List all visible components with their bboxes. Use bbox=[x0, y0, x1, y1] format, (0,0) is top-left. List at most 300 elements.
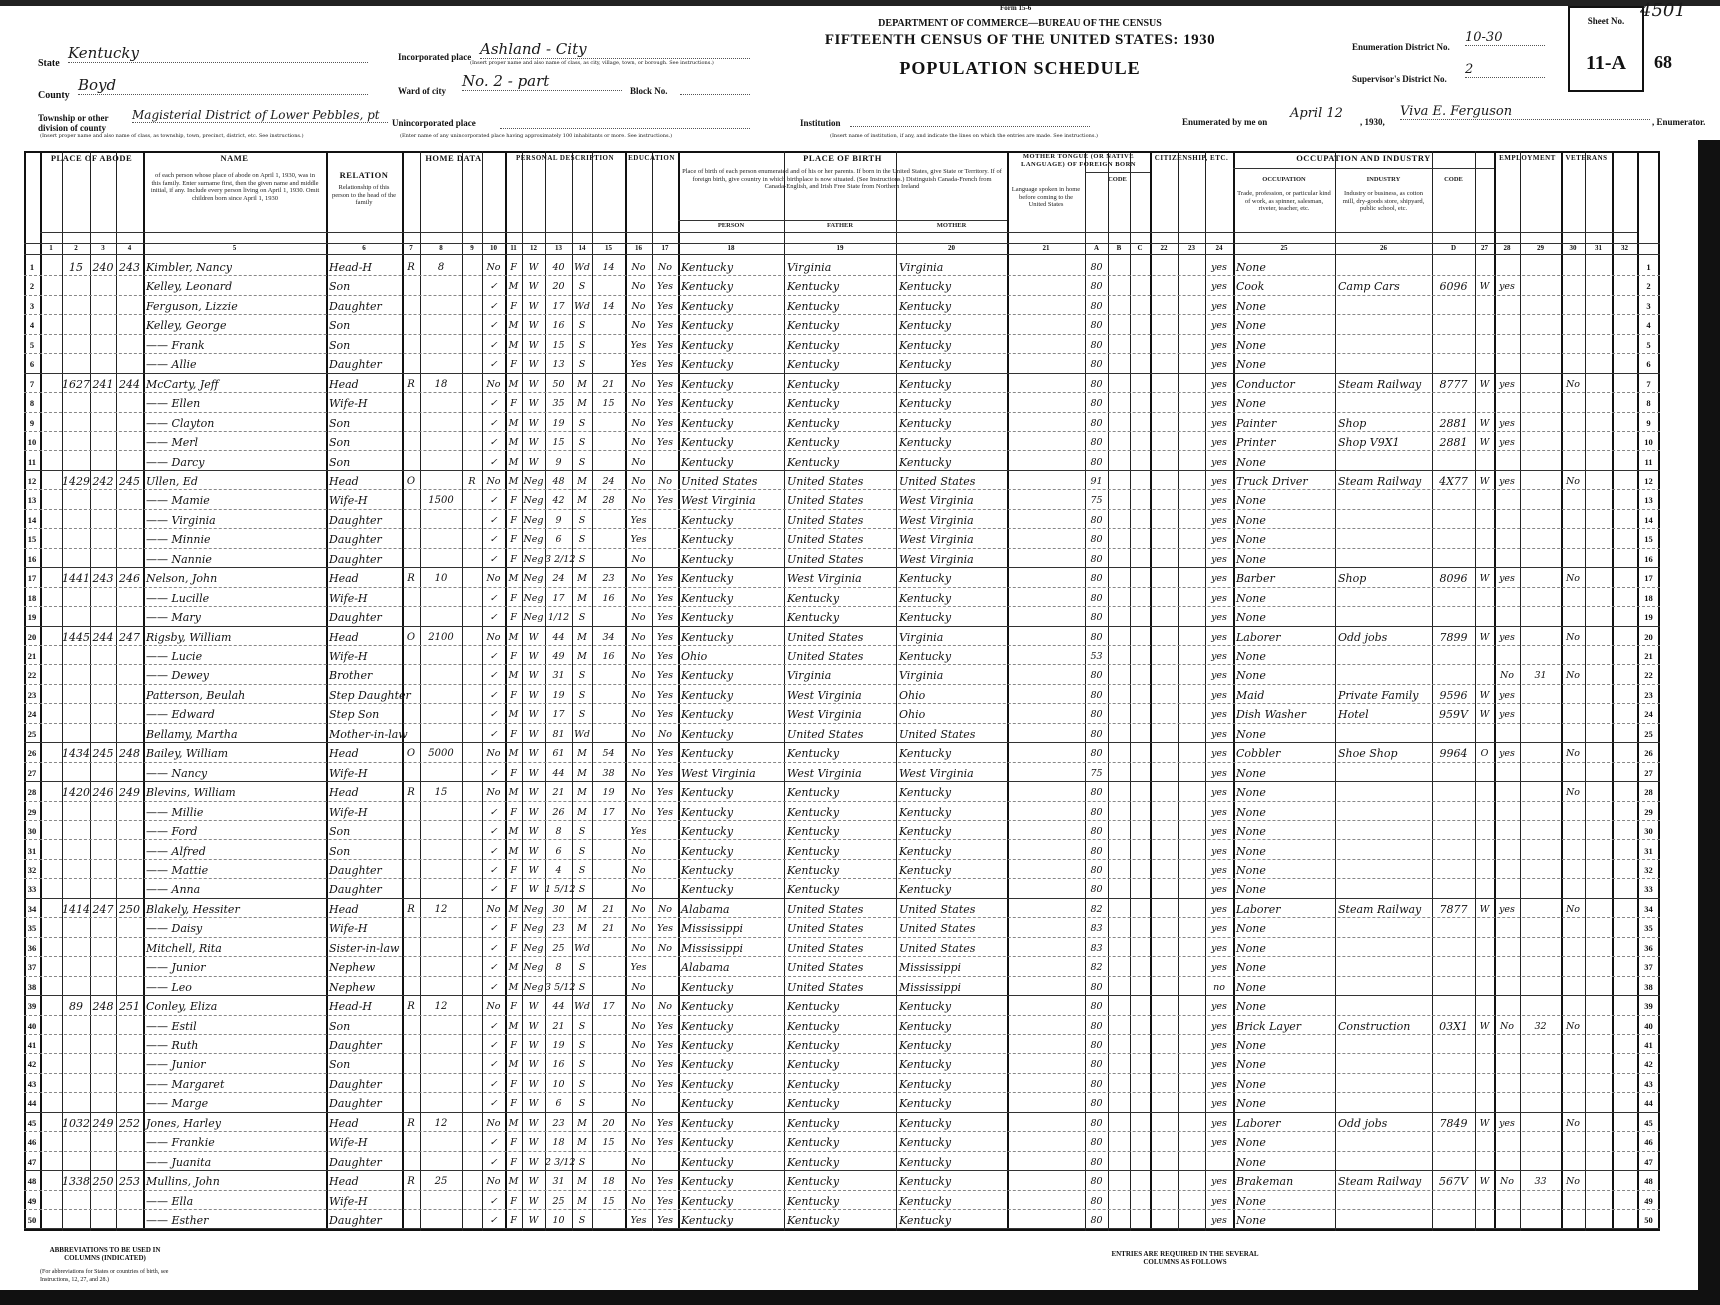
department-heading: DEPARTMENT OF COMMERCE—BUREAU OF THE CENSUS bbox=[878, 18, 1162, 29]
cell-race: W bbox=[528, 767, 539, 779]
cell-line: 40 bbox=[1644, 1020, 1653, 1031]
cell-bp: Kentucky bbox=[681, 980, 734, 994]
cell-vet: No bbox=[1565, 1117, 1581, 1129]
cell-f: 248 bbox=[119, 747, 140, 761]
cell-age: 4 bbox=[555, 864, 562, 876]
cell-line: 17 bbox=[27, 573, 37, 584]
cell-ca: 80 bbox=[1090, 514, 1103, 526]
state-value: Kentucky bbox=[68, 44, 368, 63]
cell-line: 2 bbox=[29, 281, 35, 292]
cell-bm: Kentucky bbox=[899, 358, 952, 372]
cell-bf: Kentucky bbox=[787, 591, 840, 605]
cell-name: —— Virginia bbox=[146, 513, 216, 527]
cell-lit: Yes bbox=[657, 1059, 673, 1071]
cell-d: 242 bbox=[92, 474, 114, 488]
cell-name: Kimbler, Nancy bbox=[146, 261, 232, 274]
cell-line: 5 bbox=[29, 339, 35, 350]
cell-ca: 80 bbox=[1090, 437, 1103, 449]
cell-name: Conley, Eliza bbox=[146, 1000, 218, 1014]
cell-val: 5000 bbox=[428, 748, 454, 760]
cell-bf: United States bbox=[787, 961, 864, 975]
column-number: B bbox=[1116, 244, 1122, 252]
cell-mar: S bbox=[578, 845, 586, 857]
cell-bf: Kentucky bbox=[787, 436, 840, 450]
header-rule bbox=[678, 220, 1007, 221]
cell-eng: yes bbox=[1211, 689, 1227, 701]
cell-occ: None bbox=[1236, 1039, 1266, 1052]
cell-bm: Kentucky bbox=[899, 1097, 952, 1111]
cell-race: W bbox=[528, 1040, 539, 1051]
cell-rel: Daughter bbox=[329, 611, 382, 625]
cell-line: 18 bbox=[27, 592, 37, 603]
cell-bp: Kentucky bbox=[681, 436, 734, 450]
cell-bf: United States bbox=[787, 494, 864, 508]
cell-bm: Kentucky bbox=[899, 1155, 952, 1169]
cell-lit: Yes bbox=[657, 1137, 673, 1149]
cell-name: Mullins, John bbox=[146, 1175, 220, 1189]
cell-name: Bellamy, Martha bbox=[146, 727, 238, 741]
cell-line: 3 bbox=[1646, 300, 1651, 311]
cell-rel: Son bbox=[329, 416, 351, 430]
cell-farm: ✓ bbox=[489, 300, 498, 312]
cell-code: 567V bbox=[1439, 1175, 1468, 1189]
cell-race: W bbox=[528, 826, 539, 838]
cell-code: 8777 bbox=[1439, 377, 1468, 391]
cell-bp: Kentucky bbox=[681, 455, 734, 469]
cell-line: 4 bbox=[1646, 320, 1651, 331]
cell-bp: Kentucky bbox=[681, 1039, 734, 1052]
cell-bm: West Virginia bbox=[899, 552, 974, 566]
cell-occ: None bbox=[1236, 786, 1266, 800]
column-number: 25 bbox=[1280, 244, 1288, 252]
cell-bp: Kentucky bbox=[681, 863, 734, 877]
cell-occ: Printer bbox=[1236, 436, 1276, 450]
cell-ten: R bbox=[407, 378, 415, 390]
cell-eng: yes bbox=[1211, 1078, 1227, 1090]
cell-rel: Head bbox=[329, 1175, 359, 1189]
cell-sch: No bbox=[631, 845, 646, 857]
occupation-header: OCCUPATION bbox=[1262, 176, 1306, 183]
cell-race: W bbox=[528, 787, 539, 799]
header-rule bbox=[24, 243, 1660, 244]
cell-ca: 53 bbox=[1090, 651, 1103, 662]
cell-bm: Kentucky bbox=[899, 883, 952, 897]
cell-cls: W bbox=[1479, 903, 1490, 915]
cell-sch: No bbox=[631, 1195, 646, 1207]
cell-line: 26 bbox=[1644, 748, 1653, 759]
cell-bm: Kentucky bbox=[899, 1039, 952, 1052]
cell-bp: Kentucky bbox=[681, 883, 734, 897]
cell-age: 10 bbox=[552, 1078, 565, 1090]
table-row bbox=[0, 490, 1720, 509]
cell-sex: F bbox=[510, 592, 517, 604]
cell-line: 33 bbox=[27, 884, 37, 895]
cell-code: 03X1 bbox=[1439, 1019, 1468, 1033]
cell-emp: yes bbox=[1499, 573, 1515, 585]
cell-line: 48 bbox=[27, 1176, 37, 1187]
cell-ca: 80 bbox=[1090, 417, 1103, 429]
cell-rel: Head bbox=[329, 747, 359, 761]
column-number: 13 bbox=[555, 244, 562, 252]
cell-mar: M bbox=[577, 631, 587, 643]
cell-sch: No bbox=[631, 378, 646, 390]
table-row bbox=[0, 452, 1720, 471]
cell-race: W bbox=[528, 1078, 539, 1090]
mother-header: MOTHER bbox=[936, 222, 967, 229]
cell-bf: West Virginia bbox=[787, 708, 862, 722]
cell-mar: M bbox=[577, 398, 587, 410]
table-row bbox=[0, 782, 1720, 801]
cell-rel: Son bbox=[329, 844, 351, 858]
cell-ca: 80 bbox=[1090, 748, 1103, 760]
cell-ca: 83 bbox=[1090, 923, 1103, 935]
group-education: EDUCATION bbox=[628, 154, 675, 162]
cell-lit: Yes bbox=[657, 1020, 673, 1032]
cell-rel: Daughter bbox=[329, 552, 382, 566]
cell-name: —— Leo bbox=[146, 980, 192, 994]
cell-line: 24 bbox=[27, 709, 37, 720]
cell-sch: No bbox=[631, 592, 646, 604]
cell-line: 31 bbox=[27, 845, 37, 856]
ed-label: Enumeration District No. bbox=[1352, 42, 1450, 52]
cell-name: —— Millie bbox=[146, 805, 204, 819]
column-number: 32 bbox=[1621, 244, 1628, 252]
cell-eng: yes bbox=[1211, 495, 1227, 507]
cell-lit: Yes bbox=[657, 359, 673, 371]
cell-ca: 80 bbox=[1090, 845, 1103, 857]
cell-farm: ✓ bbox=[489, 864, 498, 876]
cell-bp: Kentucky bbox=[681, 533, 734, 547]
column-number: 1 bbox=[49, 244, 53, 252]
cell-sex: F bbox=[510, 398, 517, 410]
cell-vet: No bbox=[1565, 573, 1581, 585]
unincorporated-note: (Enter name of any unincorporated place having approximately 100 inhabitants or more. See instructions.) bbox=[400, 133, 673, 139]
cell-farm: No bbox=[486, 378, 501, 390]
cell-line: 44 bbox=[27, 1098, 37, 1109]
cell-bf: United States bbox=[787, 922, 864, 936]
cell-eng: yes bbox=[1211, 592, 1227, 604]
cell-f: 251 bbox=[119, 1000, 140, 1014]
cell-line: 13 bbox=[1644, 495, 1653, 506]
cell-name: —— Estil bbox=[146, 1019, 197, 1033]
cell-sex: M bbox=[508, 903, 519, 915]
cell-bp: Mississippi bbox=[681, 941, 743, 955]
cell-occ: None bbox=[1236, 1000, 1266, 1014]
cell-h: 1434 bbox=[62, 747, 90, 761]
cell-emp: yes bbox=[1499, 709, 1515, 721]
cell-occ: Conductor bbox=[1236, 377, 1295, 391]
cell-cls: O bbox=[1480, 748, 1489, 760]
table-row bbox=[0, 1171, 1720, 1190]
cell-line: 9 bbox=[1646, 417, 1651, 428]
cell-farm: ✓ bbox=[489, 981, 498, 993]
cell-sex: F bbox=[510, 1137, 517, 1149]
cell-name: Blakely, Hessiter bbox=[146, 902, 240, 916]
entries-required-title: ENTRIES ARE REQUIRED IN THE SEVERAL COLUMNS AS FOLLOWS bbox=[1111, 1250, 1259, 1266]
cell-farm: ✓ bbox=[489, 1040, 498, 1051]
cell-rel: Nephew bbox=[329, 961, 376, 975]
cell-rel: Head bbox=[329, 377, 359, 391]
cell-rel: Head bbox=[329, 630, 359, 644]
group-name: NAME bbox=[220, 153, 249, 163]
cell-occ: Dish Washer bbox=[1236, 708, 1306, 722]
cell-ca: 80 bbox=[1090, 670, 1103, 682]
cell-occ: None bbox=[1236, 825, 1266, 839]
cell-farm: ✓ bbox=[489, 456, 498, 468]
cell-bm: Ohio bbox=[899, 708, 926, 722]
cell-ca: 82 bbox=[1090, 903, 1103, 915]
column-number: 4 bbox=[127, 244, 132, 252]
cell-sex: M bbox=[508, 1059, 519, 1071]
cell-ca: 80 bbox=[1090, 1098, 1103, 1110]
cell-eng: yes bbox=[1211, 475, 1227, 487]
cell-line: 41 bbox=[1644, 1040, 1653, 1050]
cell-bp: Kentucky bbox=[681, 377, 734, 391]
cell-sch: No bbox=[631, 1059, 646, 1071]
cell-emp: yes bbox=[1499, 475, 1515, 487]
cell-bp: Kentucky bbox=[681, 630, 734, 644]
cell-bf: Kentucky bbox=[787, 319, 840, 333]
cell-eng: yes bbox=[1211, 1040, 1227, 1051]
cell-occ: None bbox=[1236, 650, 1266, 663]
cell-line: 39 bbox=[27, 1001, 37, 1012]
cell-rel: Daughter bbox=[329, 1097, 382, 1111]
cell-race: W bbox=[528, 359, 539, 371]
cell-race: W bbox=[528, 1117, 539, 1129]
cell-ca: 80 bbox=[1090, 359, 1103, 371]
cell-sch: No bbox=[631, 612, 646, 624]
father-header: FATHER bbox=[826, 222, 854, 229]
cell-race: Neg bbox=[523, 495, 544, 507]
group-place-of-birth: PLACE OF BIRTH bbox=[803, 153, 882, 163]
cell-sex: M bbox=[508, 437, 519, 449]
cell-sex: F bbox=[510, 1078, 517, 1090]
cell-mar: M bbox=[577, 651, 587, 662]
cell-ten: O bbox=[406, 631, 416, 643]
enumeration-year: , 1930, bbox=[1360, 117, 1385, 127]
cell-name: Jones, Harley bbox=[146, 1116, 221, 1130]
cell-ca: 80 bbox=[1090, 1176, 1103, 1188]
cell-bp: Kentucky bbox=[681, 708, 734, 722]
township-value: Magisterial District of Lower Pebbles, pt bbox=[132, 108, 388, 123]
column-number: 27 bbox=[1481, 244, 1488, 252]
header-rule bbox=[1233, 168, 1494, 169]
cell-age: 17 bbox=[552, 709, 565, 721]
cell-line: 38 bbox=[27, 981, 37, 992]
cell-sch: No bbox=[631, 1078, 646, 1090]
cell-occ: None bbox=[1236, 805, 1266, 819]
cell-agem: 21 bbox=[602, 378, 615, 390]
cell-bm: Kentucky bbox=[899, 1000, 952, 1014]
cell-rel: Wife-H bbox=[329, 766, 368, 780]
cell-occ: None bbox=[1236, 1214, 1266, 1228]
cell-d: 248 bbox=[92, 1000, 114, 1014]
cell-h: 1338 bbox=[62, 1175, 90, 1189]
cell-bp: Kentucky bbox=[681, 805, 734, 819]
cell-ca: 80 bbox=[1090, 1137, 1103, 1149]
cell-line: 12 bbox=[27, 475, 37, 486]
cell-race: W bbox=[528, 651, 539, 662]
page-stamp: 68 bbox=[1654, 52, 1672, 72]
cell-code: 8096 bbox=[1439, 572, 1468, 586]
cell-eng: yes bbox=[1211, 1059, 1227, 1071]
cell-eng: yes bbox=[1211, 359, 1227, 371]
cell-age: 16 bbox=[552, 1059, 565, 1071]
cell-bp: Ohio bbox=[681, 650, 708, 663]
cell-line: 23 bbox=[1644, 689, 1653, 700]
cell-emp: No bbox=[1499, 1020, 1515, 1032]
cell-bf: Kentucky bbox=[787, 397, 840, 411]
cell-code: 959V bbox=[1439, 708, 1468, 722]
cell-race: Neg bbox=[523, 923, 544, 935]
table-row bbox=[0, 276, 1720, 295]
cell-sch: Yes bbox=[630, 514, 647, 526]
cell-sex: F bbox=[510, 359, 517, 371]
cell-age: 23 bbox=[552, 1117, 565, 1129]
cell-occ: Brick Layer bbox=[1236, 1019, 1302, 1033]
cell-bf: West Virginia bbox=[787, 766, 862, 780]
cell-line: 6 bbox=[29, 359, 35, 370]
cell-bf: Kentucky bbox=[787, 786, 840, 800]
table-row bbox=[0, 841, 1720, 860]
cell-age: 31 bbox=[552, 670, 565, 682]
cell-vet: No bbox=[1565, 475, 1581, 487]
table-row bbox=[0, 821, 1720, 840]
cell-occ: None bbox=[1236, 1077, 1266, 1091]
cell-rel: Wife-H bbox=[329, 922, 368, 936]
cell-vet: No bbox=[1565, 1176, 1581, 1188]
cell-bm: United States bbox=[899, 474, 976, 488]
cell-name: —— Nannie bbox=[146, 552, 212, 566]
cell-race: W bbox=[528, 709, 539, 721]
cell-line: 36 bbox=[27, 942, 37, 953]
cell-f: 252 bbox=[119, 1116, 140, 1130]
cell-mar: M bbox=[577, 1117, 587, 1129]
cell-sch: No bbox=[631, 884, 646, 896]
cell-farm: ✓ bbox=[489, 670, 498, 682]
column-number: 23 bbox=[1188, 244, 1195, 252]
cell-race: W bbox=[528, 417, 539, 429]
township-note: (Insert proper name and also name of class, as township, town, precinct, district, etc. See instructions.) bbox=[40, 133, 304, 139]
cell-mar: S bbox=[578, 612, 586, 624]
cell-occ: None bbox=[1236, 883, 1266, 897]
cell-name: Kelley, George bbox=[146, 319, 227, 333]
cell-farm: ✓ bbox=[489, 942, 498, 954]
cell-vet: No bbox=[1565, 903, 1581, 915]
cell-lit: Yes bbox=[657, 573, 673, 585]
cell-race: W bbox=[528, 378, 539, 390]
cell-race: Neg bbox=[523, 514, 544, 526]
cell-d: 249 bbox=[92, 1116, 114, 1130]
table-row bbox=[0, 413, 1720, 432]
cell-cls: W bbox=[1479, 281, 1490, 293]
cell-sex: M bbox=[508, 417, 519, 429]
cell-lit: Yes bbox=[657, 923, 673, 935]
cell-age: 44 bbox=[552, 1001, 565, 1013]
cell-mar: S bbox=[578, 689, 586, 701]
cell-lit: Yes bbox=[657, 1215, 673, 1227]
cell-sex: M bbox=[508, 787, 519, 799]
cell-code: 9596 bbox=[1439, 688, 1468, 702]
cell-line: 22 bbox=[1644, 670, 1653, 681]
cell-line: 37 bbox=[27, 962, 37, 973]
cell-sex: M bbox=[508, 573, 519, 585]
cell-occ: Truck Driver bbox=[1236, 474, 1308, 488]
table-row bbox=[0, 899, 1720, 918]
column-number: 8 bbox=[439, 244, 443, 252]
cell-bm: Kentucky bbox=[899, 1136, 952, 1150]
cell-agem: 28 bbox=[602, 495, 615, 507]
cell-ind: Shoe Shop bbox=[1338, 747, 1398, 761]
cell-rel: Brother bbox=[329, 669, 373, 683]
column-number: 12 bbox=[530, 244, 537, 252]
enumeration-date: April 12 bbox=[1290, 106, 1343, 121]
cell-bf: Kentucky bbox=[787, 1019, 840, 1033]
cell-race: Neg bbox=[523, 942, 544, 954]
cell-line: 29 bbox=[27, 806, 37, 817]
cell-sch: No bbox=[631, 1137, 646, 1149]
cell-race: Neg bbox=[523, 903, 544, 915]
cell-farm: ✓ bbox=[489, 495, 498, 507]
cell-occ: None bbox=[1236, 494, 1266, 508]
cell-sex: M bbox=[508, 670, 519, 682]
cell-lit: No bbox=[657, 262, 673, 273]
table-row bbox=[0, 1113, 1720, 1132]
cell-line: 21 bbox=[27, 651, 37, 661]
cell-sex: M bbox=[508, 845, 519, 857]
cell-age: 19 bbox=[552, 689, 565, 701]
cell-sex: F bbox=[510, 534, 517, 546]
cell-name: —— Juanita bbox=[146, 1155, 212, 1169]
cell-sex: F bbox=[510, 262, 517, 273]
cell-f: 245 bbox=[119, 474, 140, 488]
relation-description: Relationship of this person to the head of the family bbox=[331, 184, 397, 206]
cell-rel: Daughter bbox=[329, 358, 382, 372]
cell-bm: Virginia bbox=[899, 630, 944, 644]
cell-mar: S bbox=[578, 320, 586, 332]
cell-line: 27 bbox=[27, 767, 37, 778]
cell-lit: Yes bbox=[657, 767, 673, 779]
cell-bp: Kentucky bbox=[681, 1136, 734, 1150]
code-header: CODE bbox=[1108, 176, 1127, 183]
cell-name: —— Marge bbox=[146, 1097, 209, 1111]
cell-lit: Yes bbox=[657, 631, 673, 643]
cell-farm: ✓ bbox=[489, 398, 498, 410]
cell-lit: Yes bbox=[657, 748, 673, 760]
cell-ca: 80 bbox=[1090, 1156, 1103, 1168]
cell-line: 11 bbox=[1644, 456, 1653, 467]
cell-farm: ✓ bbox=[489, 1059, 498, 1071]
cell-line: 7 bbox=[29, 378, 35, 389]
table-row bbox=[0, 374, 1720, 393]
cell-sex: M bbox=[508, 981, 519, 993]
cell-mar: S bbox=[578, 884, 586, 896]
cell-bf: Virginia bbox=[787, 261, 832, 274]
cell-farm: No bbox=[486, 573, 501, 585]
cell-name: —— Merl bbox=[146, 436, 199, 450]
cell-bf: West Virginia bbox=[787, 688, 862, 702]
cell-age: 26 bbox=[552, 806, 565, 818]
sheet-number-box bbox=[1568, 6, 1644, 92]
cell-val: 10 bbox=[434, 573, 448, 585]
cell-bm: West Virginia bbox=[899, 533, 974, 547]
cell-agem: 20 bbox=[602, 1117, 615, 1129]
cell-mar: Wd bbox=[574, 262, 590, 273]
cell-bf: Kentucky bbox=[787, 1000, 840, 1014]
column-number: 24 bbox=[1215, 244, 1223, 252]
cell-rel: Son bbox=[329, 338, 351, 352]
cell-cls: W bbox=[1479, 1176, 1490, 1188]
